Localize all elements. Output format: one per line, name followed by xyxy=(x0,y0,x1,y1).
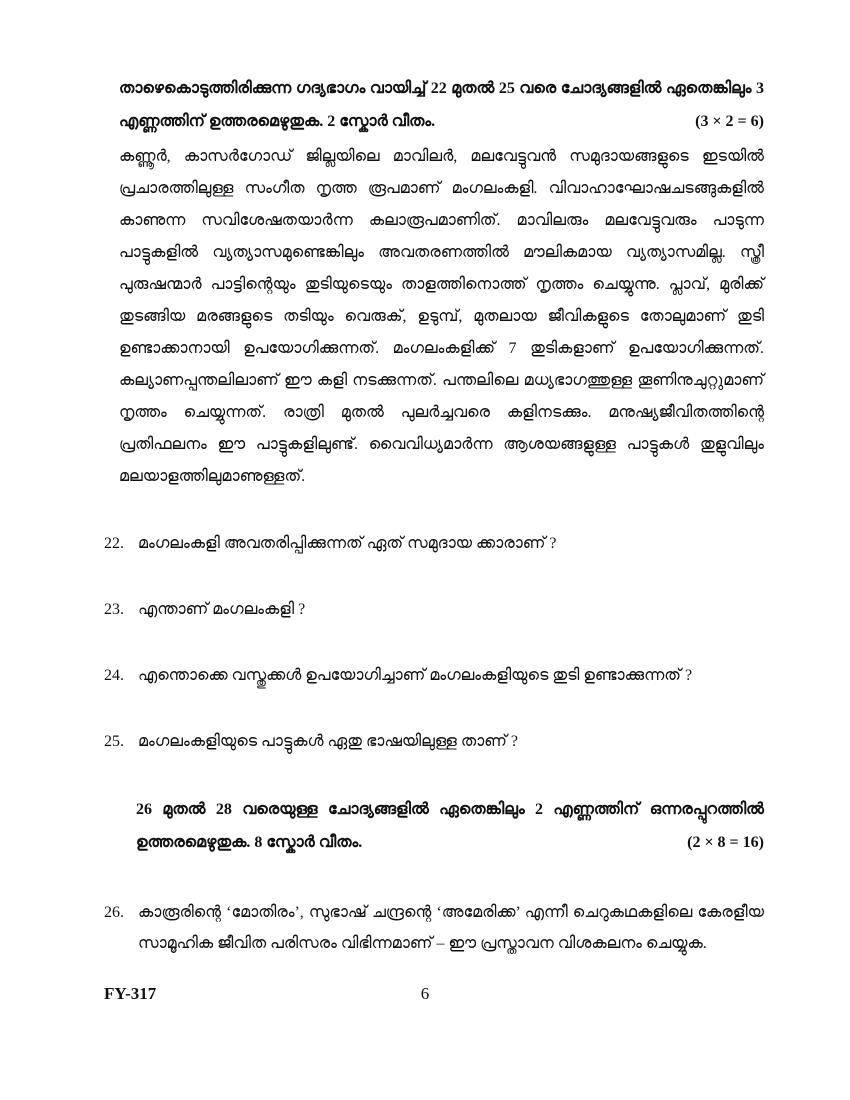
question-row xyxy=(104,729,764,755)
section-instruction-1 xyxy=(119,72,764,138)
question-row xyxy=(104,897,764,959)
question-number: 22. xyxy=(104,535,124,552)
question-number: 25. xyxy=(104,733,124,750)
page-number: 6 xyxy=(420,984,430,1003)
question-number: 23. xyxy=(104,601,124,618)
question-row xyxy=(104,531,764,557)
question-text: എന്തൊക്കെ വസ്തുക്കൾ ഉപയോഗിച്ചാണ് മംഗലംകളിയുടെ തുടി ഉണ്ടാക്കുന്നത് ? xyxy=(138,667,693,684)
question-number: 26. xyxy=(104,904,124,921)
question-row xyxy=(104,597,764,623)
question-text: എന്താണ് മംഗലംകളി ? xyxy=(138,601,306,618)
marks-scheme-1: (3 × 2 = 6) xyxy=(687,105,764,138)
marks-scheme-2: (2 × 8 = 16) xyxy=(679,826,764,859)
page-footer xyxy=(0,984,850,1010)
instruction-text: 26 മുതൽ 28 വരെയുള്ള ചോദ്യങ്ങളിൽ ഏതെങ്കിലും 2 എണ്ണത്തിന് ഒന്നരപ്പുറത്തിൽ ഉത്തരമെഴുതുക. 8 സ്കോർ വീതം. xyxy=(136,801,764,851)
instruction-text: താഴെകൊടുത്തിരിക്കുന്ന ഗദ്യഭാഗം വായിച്ച് 22 മുതൽ 25 വരെ ചോദ്യങ്ങളിൽ ഏതെങ്കിലും 3 എണ്ണത്തിന് ഉത്തരമെഴുതുക. 2 സ്കോർ വീതം. xyxy=(119,80,764,130)
question-number: 24. xyxy=(104,667,124,684)
question-text: മംഗലംകളി അവതരിപ്പിക്കുന്നത് ഏത് സമുദായ ക്കാരാണ് ? xyxy=(138,535,557,552)
question-text: കാരൂരിന്റെ ‘മോതിരം’, സുഭാഷ് ചന്ദ്രന്റെ ‘അമേരിക്ക’ എന്നീ ചെറുകഥകളിലെ കേരളീയ സാമൂഹിക ജീവിത പരിസരം വിഭിന്നമാണ് – ഈ പ്രസ്താവന വിശകലനം ചെയ്യുക. xyxy=(138,904,764,952)
section-instruction-2 xyxy=(136,793,764,859)
question-row xyxy=(104,663,764,689)
paper-code: FY-317 xyxy=(104,984,157,1003)
question-text: മംഗലംകളിയുടെ പാട്ടുകൾ ഏതു ഭാഷയിലുള്ള താണ് ? xyxy=(138,733,518,750)
reading-passage: കണ്ണൂർ, കാസർഗോഡ് ജില്ലയിലെ മാവിലർ, മലവേട്ടുവൻ സമുദായങ്ങളുടെ ഇടയിൽ പ്രചാരത്തിലുള്ള സംഗീത നൃത്ത രൂപമാണ് മംഗലംകളി. വിവാഹാഘോഷചടങ്ങുകളിൽ കാണുന്ന സവിശേഷതയാർന്ന കലാരൂപമാണിത്. മാവിലരും മലവേട്ടുവരും പാടുന്ന പാട്ടുകളിൽ വ്യത്യാസമുണ്ടെങ്കിലും അവതരണത്തിൽ മൗലികമായ വ്യത്യാസമില്ല. സ്ത്രീ പുരുഷന്മാർ പാട്ടിന്റെയും തുടിയുടെയും താളത്തിനൊത്ത് നൃത്തം ചെയ്യുന്നു. പ്ലാവ്, മുരിക്ക് തുടങ്ങിയ മരങ്ങളുടെ തടിയും വെരുക്, ഉടുമ്പ്, മുതലായ ജീവികളുടെ തോലുമാണ് തുടി ഉണ്ടാക്കാനായി ഉപയോഗിക്കുന്നത്. മംഗലംകളിക്ക് 7 തുടികളാണ് ഉപയോഗിക്കുന്നത്. കല്യാണപ്പന്തലിലാണ് ഈ കളി നടക്കുന്നത്. പന്തലിലെ മധ്യഭാഗത്തുള്ള തൂണിനുചുറ്റുമാണ് നൃത്തം ചെയ്യുന്നത്. രാത്രി മുതൽ പുലർച്ചവരെ കളിനടക്കും. മനുഷ്യജീവിതത്തിന്റെ പ്രതിഫലനം ഈ പാട്ടുകളിലുണ്ട്. വൈവിധ്യമാർന്ന ആശയങ്ങളുള്ള പാട്ടുകൾ തുളുവിലും മലയാളത്തിലുമാണുള്ളത്. xyxy=(119,148,764,485)
